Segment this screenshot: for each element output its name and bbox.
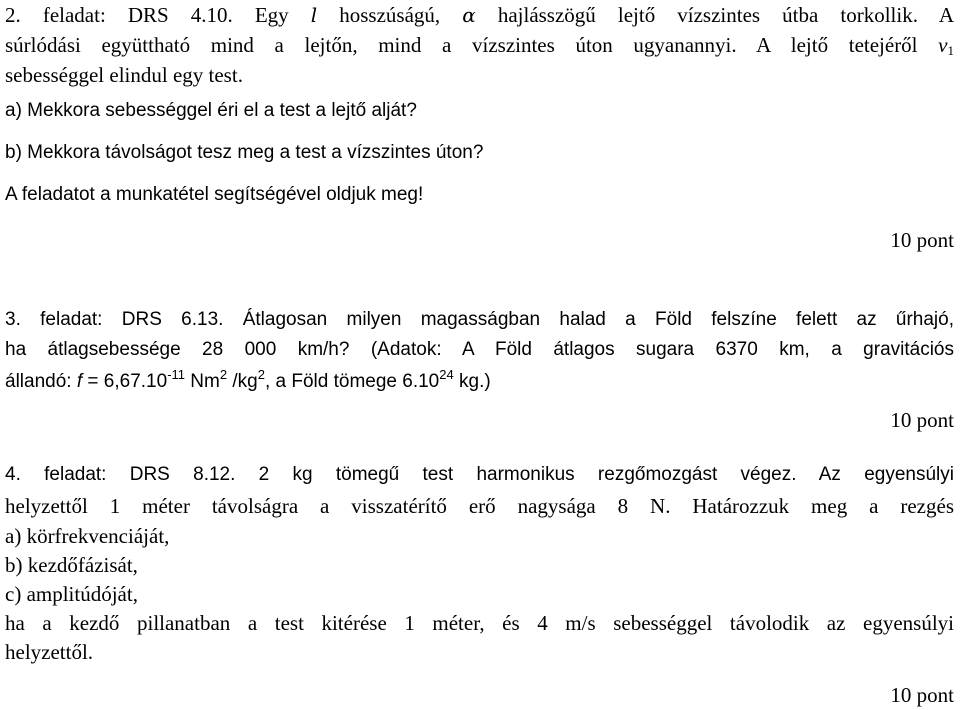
- task2-line-3: sebességgel elindul egy test.: [5, 63, 243, 87]
- task4-line-1: 4. feladat: DRS 8.12. 2 kg tömegű test harmonikus rezgőmozgást végez. Az egyensúlyi: [5, 464, 954, 485]
- task2-text: hosszúságú,: [339, 3, 441, 27]
- task4-line-4: helyzettől.: [5, 640, 94, 664]
- task3-line-2: ha átlagsebessége 28 000 km/h? (Adatok: A Föld átlagos sugara 6370 km, a gravitációs: [5, 339, 954, 360]
- task3-text: = 6,67.10: [87, 371, 168, 392]
- task2-heading: 2. feladat: DRS 4.10. Egy: [5, 3, 289, 27]
- task2-points: 10 pont: [890, 228, 954, 252]
- task3-text: Nm: [190, 371, 220, 392]
- task3-line-1: 3. feladat: DRS 6.13. Átlagosan milyen magasságban halad a Föld felszíne felett az űrhajó,: [5, 309, 954, 330]
- task4-points: 10 pont: [890, 683, 954, 707]
- task3-line-3: [5, 368, 954, 396]
- task2-line-1: [5, 1, 954, 29]
- task2-line-2: [5, 31, 954, 59]
- task3-text: kg.): [459, 371, 491, 392]
- variable-alpha: α: [462, 3, 476, 27]
- task4-line-3: ha a kezdő pillanatban a test kitérése 1 méter, és 4 m/s sebességgel távolodik az egyensúlyi: [5, 611, 954, 635]
- task4-question-a: a) körfrekvenciáját,: [5, 524, 170, 548]
- task2-question-a: a) Mekkora sebességgel éri el a test a lejtő alját?: [5, 100, 417, 121]
- variable-v: v: [938, 33, 948, 57]
- exponent: 2: [219, 367, 228, 382]
- variable-v-subscript: 1: [947, 43, 954, 58]
- task3-points: 10 pont: [890, 408, 954, 432]
- task4-question-b: b) kezdőfázisát,: [5, 553, 138, 577]
- task4-line-2: helyzettől 1 méter távolságra a visszatérítő erő nagysága 8 N. Határozzuk meg a rezgés: [5, 494, 954, 518]
- exponent: 2: [257, 367, 265, 382]
- task4-question-c: c) amplitúdóját,: [5, 582, 138, 606]
- task3-text: állandó:: [5, 371, 72, 392]
- variable-l: l: [310, 3, 318, 27]
- task3-text: , a Föld tömege 6.10: [264, 371, 440, 392]
- variable-f: f: [76, 371, 83, 392]
- exponent: -11: [167, 367, 186, 382]
- task2-question-b: b) Mekkora távolságot tesz meg a test a vízszintes úton?: [5, 142, 484, 163]
- variable-v1: [938, 33, 954, 57]
- exponent: 24: [439, 367, 454, 382]
- task2-text: súrlódási együttható mind a lejtőn, mind a vízszintes úton ugyanannyi. A lejtő tetejéről: [5, 33, 918, 57]
- task2-text: hajlásszögű lejtő vízszintes útba torkollik. A: [497, 3, 955, 27]
- task2-hint: A feladatot a munkatétel segítségével oldjuk meg!: [5, 184, 424, 205]
- task3-text: /kg: [232, 371, 258, 392]
